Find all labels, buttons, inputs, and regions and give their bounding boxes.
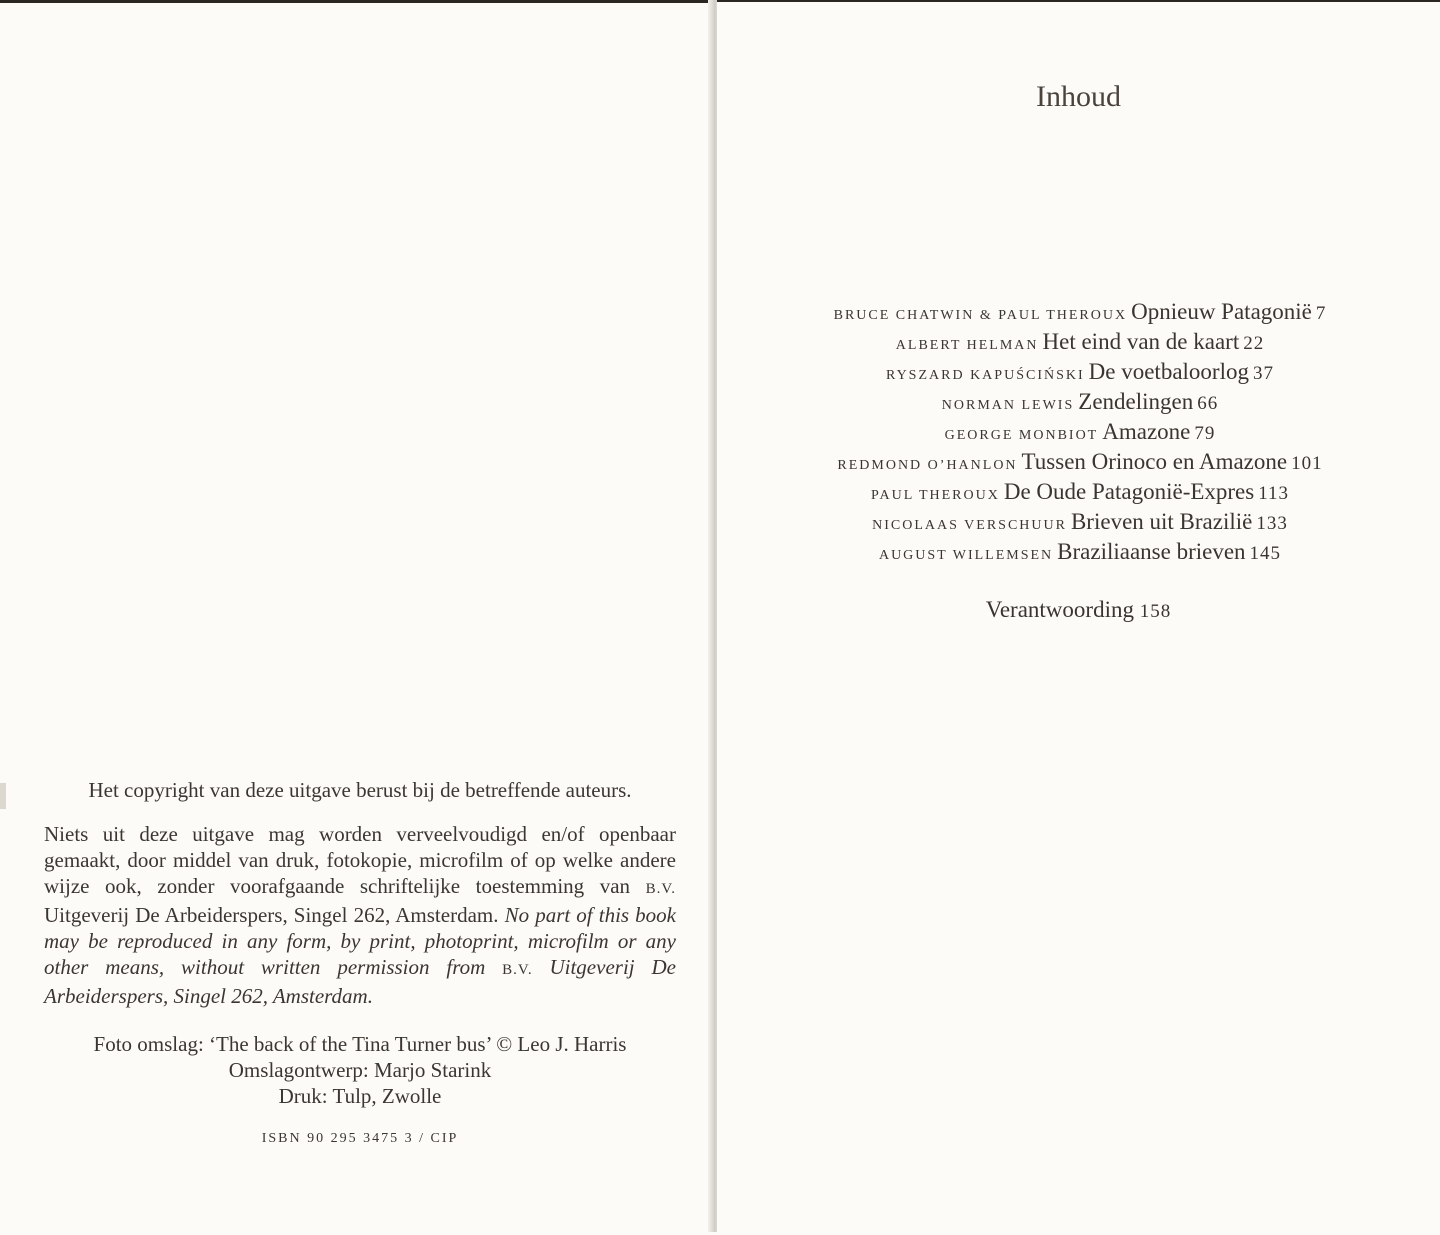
toc-title: Het eind van de kaart (1042, 329, 1240, 354)
toc-entry (760, 537, 1400, 567)
rights-en-part1: No part of this book may be reproduced in any form, by print, photoprint, microfilm or any other means, without written permission from (44, 903, 676, 979)
toc-page: 37 (1252, 363, 1274, 384)
toc-page: 79 (1194, 423, 1216, 444)
rights-nl-part1: Niets uit deze uitgave mag worden verveelvoudigd en/of openbaar gemaakt, door middel van druk, fotokopie, microfilm of op welke andere wijze ook, zonder voorafgaande schriftelijke toestemming van (44, 822, 676, 898)
toc-entry (760, 417, 1400, 447)
rights-statement (44, 821, 676, 1009)
toc-title: Amazone (1102, 419, 1191, 444)
toc-entry (760, 507, 1400, 537)
page-edge-mark (0, 783, 6, 809)
toc-title: Zendelingen (1078, 389, 1194, 414)
toc-title: Brieven uit Brazilië (1070, 509, 1253, 534)
toc-author: ALBERT HELMAN (895, 338, 1039, 353)
copyright-block (44, 778, 676, 1147)
toc-author: REDMOND O’HANLON (837, 458, 1018, 473)
isbn: ISBN 90 295 3475 3 / CIP (261, 1131, 459, 1146)
toc-author: NORMAN LEWIS (941, 398, 1075, 413)
toc-title: Braziliaanse brieven (1057, 539, 1246, 564)
toc-title: Opnieuw Patagonië (1131, 299, 1312, 324)
bv-abbreviation: B.V. (645, 881, 676, 897)
toc-author: BRUCE CHATWIN & PAUL THEROUX (833, 308, 1128, 323)
toc-title: Tussen Orinoco en Amazone (1021, 449, 1288, 474)
contents-title: Inhoud (1036, 80, 1121, 113)
left-page (0, 0, 712, 1235)
toc-author: NICOLAAS VERSCHUUR (872, 518, 1067, 533)
printing-credit: Druk: Tulp, Zwolle (278, 1084, 442, 1108)
toc-entry (760, 387, 1400, 417)
table-of-contents (760, 297, 1400, 567)
toc-extra-page: 158 (1139, 601, 1172, 622)
toc-page: 7 (1315, 303, 1327, 324)
rights-en-part2: Uitgeverij De Arbeiderspers, Singel 262, Amsterdam. (44, 955, 676, 1008)
toc-author: RYSZARD KAPUŚCIŃSKI (886, 368, 1085, 383)
credits (44, 1031, 676, 1109)
toc-author: AUGUST WILLEMSEN (878, 548, 1054, 563)
toc-title: De Oude Patagonië-Expres (1003, 479, 1255, 504)
rights-nl-part2: Uitgeverij De Arbeiderspers, Singel 262, Amsterdam. (44, 903, 505, 927)
copyright-notice: Het copyright van deze uitgave berust bij de betreffende auteurs. (88, 778, 632, 802)
toc-author: GEORGE MONBIOT (944, 428, 1099, 443)
toc-entry (760, 327, 1400, 357)
toc-author: PAUL THEROUX (870, 488, 1000, 503)
toc-entry (760, 477, 1400, 507)
toc-page: 22 (1243, 333, 1265, 354)
toc-title: De voetbaloorlog (1088, 359, 1249, 384)
toc-page: 101 (1291, 453, 1323, 474)
toc-entry (760, 447, 1400, 477)
toc-entry (760, 297, 1400, 327)
toc-page: 66 (1197, 393, 1219, 414)
toc-page: 113 (1258, 483, 1290, 504)
toc-page: 133 (1256, 513, 1288, 534)
toc-page: 145 (1249, 543, 1282, 564)
toc-entry (760, 357, 1400, 387)
toc-extra-title: Verantwoording (985, 597, 1134, 622)
toc-extra-entry (717, 597, 1440, 623)
cover-photo-credit: Foto omslag: ‘The back of the Tina Turner bus’ © Leo J. Harris (93, 1032, 627, 1056)
bv-abbreviation-en: B.V. (502, 962, 533, 978)
cover-design-credit: Omslagontwerp: Marjo Starink (228, 1058, 492, 1082)
